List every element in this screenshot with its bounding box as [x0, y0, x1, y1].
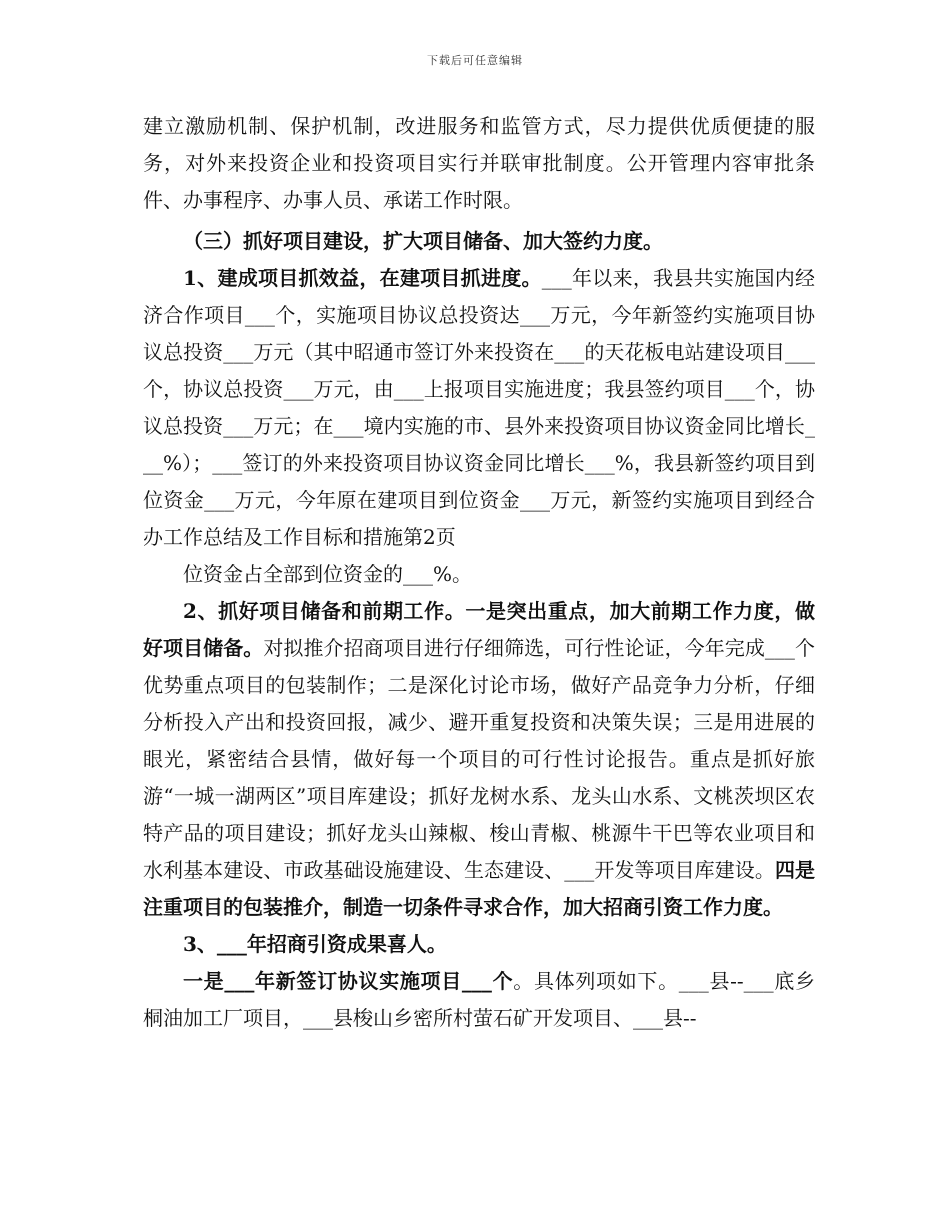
item-3-heading: 3、___年招商引资成果喜人。 [183, 932, 447, 956]
item-1-text: ___年以来，我县共实施国内经济合作项目___个，实施项目协议总投资达___万元，今年新签约实施项目协议总投资___万元（其中昭通市签订外来投资在___的天花板电站建设项目___个，协议总投资___万元，由___上报项目实施进度；我县签约项目___个，协议总投资___万元；在___境内实施的市、县外来投资项目协议资金同比增长___%）；___签订的外来投资项目协议资金同比增长___%，我县新签约项目到位资金___万元，今年原在建项目到位资金___万元，新签约实施项目到经合办工作总结及工作目标和措施第2页 [143, 266, 815, 549]
paragraph-item-1 [143, 260, 815, 556]
paragraph-item-3-first [143, 963, 815, 1037]
paragraph-item-2 [143, 593, 815, 926]
item-2-heading: 2、抓好项目储备和前期工作。一是突出重点，加大前期工作力度，做好项目储备。 [143, 599, 815, 660]
document-body [143, 108, 815, 1037]
paragraph-item-1-continued: 位资金占全部到位资金的___%。 [183, 562, 473, 586]
section-heading-3: （三）抓好项目建设，扩大项目储备、加大签约力度。 [183, 229, 663, 253]
item-2-text: 对拟推介招商项目进行仔细筛选，可行性论证，今年完成___个优势重点项目的包装制作；二是深化讨论市场，做好产品竞争力分析，仔细分析投入产出和投资回报，减少、避开重复投资和决策失误；三是用进展的眼光，紧密结合县情，做好每一个项目的可行性讨论报告。重点是抓好旅游“一城一湖两区”项目库建设；抓好龙树水系、龙头山水系、文桃茨坝区农特产品的项目建设；抓好龙头山辣椒、梭山青椒、桃源牛干巴等农业项目和水利基本建设、市政基础设施建设、生态建设、___开发等项目库建设。 [143, 636, 815, 882]
item-3-first-heading: 一是___年新签订协议实施项目___个 [183, 969, 514, 993]
item-1-heading: 1、建成项目抓效益，在建项目抓进度。 [183, 266, 542, 290]
item-3-first-text: 。具体列项如下。___县--___底乡桐油加工厂项目，___县梭山乡密所村萤石矿开发项目、___县-- [143, 969, 816, 1030]
page-header: 下载后可任意编辑 [427, 54, 523, 67]
item-2-bold-end: 四是注重项目的包装推介，制造一切条件寻求合作，加大招商引资工作力度。 [143, 858, 815, 919]
paragraph-intro: 建立激励机制、保护机制，改进服务和监管方式，尽力提供优质便捷的服务，对外来投资企业和投资项目实行并联审批制度。公开管理内容审批条件、办事程序、办事人员、承诺工作时限。 [143, 114, 815, 212]
